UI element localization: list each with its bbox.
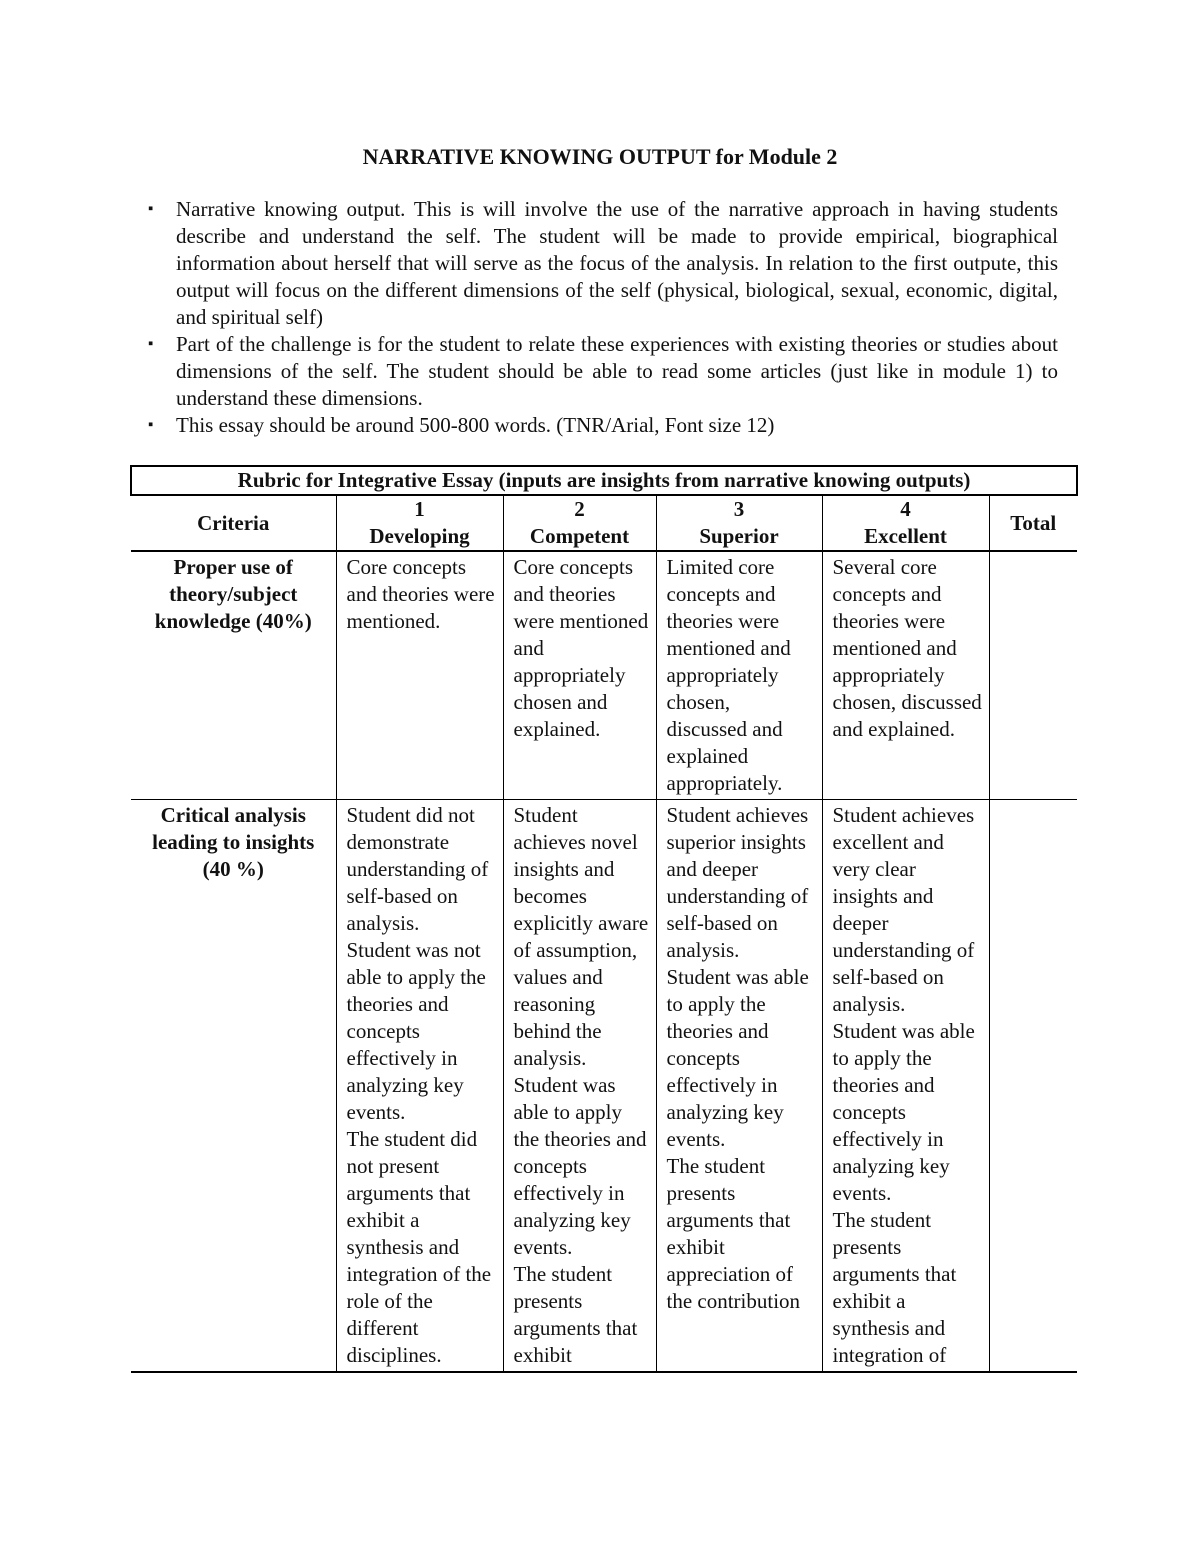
table-cell: Student achieves novel insights and becomes explicitly aware of assumption, values and reasoning behind the analysis. Student was able to apply the theories and concepts effectively in analyzing key events. The student presents arguments that exhibit	[503, 800, 656, 1373]
list-item: ▪ Part of the challenge is for the student to relate these experiences with existing theories or studies about dimensions of the self. The student should be able to read some articles (just like in module 1) to understand these dimensions.	[148, 332, 1058, 410]
bullet-square-icon: ▪	[148, 417, 154, 433]
rubric-header-row	[131, 495, 1077, 551]
total-cell	[989, 551, 1077, 800]
header-total: Total	[989, 495, 1077, 551]
bullet-square-icon: ▪	[148, 336, 154, 352]
list-item: ▪ This essay should be around 500-800 words. (TNR/Arial, Font size 12)	[148, 413, 775, 437]
table-row	[131, 551, 1077, 800]
table-cell: Limited core concepts and theories were mentioned and appropriately chosen, discussed and explained appropriately.	[656, 551, 822, 800]
rubric-caption-row	[131, 466, 1077, 495]
header-criteria: Criteria	[131, 495, 336, 551]
header-level-1: 1 Developing	[336, 495, 503, 551]
header-level-4: 4 Excellent	[822, 495, 989, 551]
table-cell: Several core concepts and theories were mentioned and appropriately chosen, discussed and explained.	[822, 551, 989, 800]
document-title: NARRATIVE KNOWING OUTPUT for Module 2	[362, 144, 838, 169]
table-cell: Student achieves excellent and very clear insights and deeper understanding of self-based on analysis. Student was able to apply the theories and concepts effectively in analyzing key events. The student presents arguments that exhibit a synthesis and integration of	[822, 800, 989, 1373]
total-cell	[989, 800, 1077, 1373]
criterion-cell: Proper use of theory/subject knowledge (40%)	[131, 551, 336, 800]
criterion-cell: Critical analysis leading to insights (40 %)	[131, 800, 336, 1373]
table-cell: Student achieves superior insights and deeper understanding of self-based on analysis. Student was able to apply the theories and concepts effectively in analyzing key events. The student presents arguments that exhibit appreciation of the contribution	[656, 800, 822, 1373]
header-level-2: 2 Competent	[503, 495, 656, 551]
instruction-list	[148, 196, 1058, 439]
bullet-square-icon: ▪	[148, 201, 154, 217]
list-item: ▪ Narrative knowing output. This is will involve the use of the narrative approach in having students describe and understand the self. The student will be made to provide empirical, biographical information about herself that will serve as the focus of the analysis. In relation to the first outpute, this output will focus on the different dimensions of the self (physical, biological, sexual, economic, digital, and spiritual self)	[148, 197, 1058, 329]
table-cell: Core concepts and theories were mentioned and appropriately chosen and explained.	[503, 551, 656, 800]
header-level-3: 3 Superior	[656, 495, 822, 551]
table-cell: Core concepts and theories were mentioned.	[336, 551, 503, 800]
rubric-caption: Rubric for Integrative Essay (inputs are insights from narrative knowing outputs)	[131, 466, 1077, 495]
table-row	[131, 800, 1077, 1373]
table-cell: Student did not demonstrate understanding of self-based on analysis. Student was not able to apply the theories and concepts effectively in analyzing key events. The student did not present arguments that exhibit a synthesis and integration of the role of the different disciplines.	[336, 800, 503, 1373]
rubric-table	[130, 465, 1078, 1373]
